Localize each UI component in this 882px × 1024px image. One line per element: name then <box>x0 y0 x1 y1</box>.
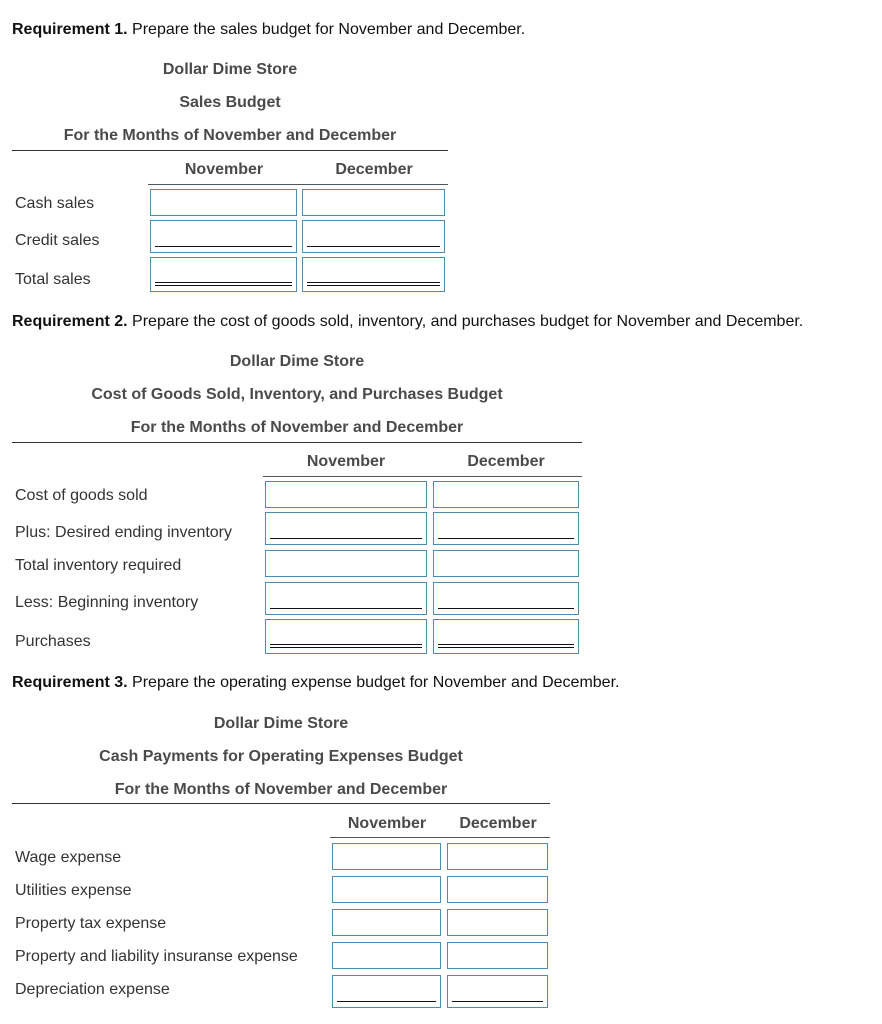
requirement-2-text: Prepare the cost of goods sold, inventory, and purchases budget for November and December. <box>127 313 804 330</box>
double-underline-bottom <box>270 647 422 648</box>
single-underline <box>438 538 574 539</box>
opex-budget-title: Cash Payments for Operating Expenses Budget <box>99 748 463 765</box>
utilities-expense-november-input[interactable] <box>332 876 441 903</box>
credit-sales-november-field[interactable] <box>150 220 297 253</box>
property-tax-expense-december-input[interactable] <box>447 909 548 936</box>
total-sales-november-input[interactable] <box>153 260 294 282</box>
cogs-row-label: Plus: Desired ending inventory <box>15 524 233 541</box>
beginning-inventory-november-input[interactable] <box>268 585 424 605</box>
cogs-budget-title: Cost of Goods Sold, Inventory, and Purchases Budget <box>91 386 503 403</box>
requirement-2-label: Requirement 2. <box>12 313 128 330</box>
opex-row-label: Wage expense <box>15 849 122 866</box>
single-underline <box>307 246 440 247</box>
cash-sales-november-input[interactable] <box>150 189 297 216</box>
cogs-budget-col-november: November <box>306 453 386 470</box>
opex-budget-col-rule <box>330 837 550 838</box>
opex-budget-store-name: Dollar Dime Store <box>213 715 349 732</box>
double-underline-bottom <box>438 647 574 648</box>
depreciation-expense-november-field[interactable] <box>332 975 441 1008</box>
requirement-3-label: Requirement 3. <box>12 674 128 691</box>
single-underline <box>270 608 422 609</box>
requirement-3-heading <box>12 674 619 692</box>
cogs-budget-store-name: Dollar Dime Store <box>229 353 365 370</box>
purchases-november-input[interactable] <box>268 622 424 644</box>
cost-of-goods-sold-december-input[interactable] <box>433 481 579 508</box>
desired-ending-inventory-november-field[interactable] <box>265 512 427 545</box>
total-inventory-required-december-input[interactable] <box>433 550 579 577</box>
desired-ending-inventory-december-field[interactable] <box>433 512 579 545</box>
requirement-3-text: Prepare the operating expense budget for November and December. <box>127 674 620 691</box>
single-underline <box>155 246 292 247</box>
sales-row-label: Credit sales <box>15 232 100 249</box>
credit-sales-november-input[interactable] <box>153 223 294 243</box>
sales-budget-title: Sales Budget <box>179 94 281 111</box>
requirement-1-text: Prepare the sales budget for November and December. <box>127 21 526 38</box>
insurance-expense-december-input[interactable] <box>447 942 548 969</box>
opex-budget-header-rule <box>12 803 550 804</box>
wage-expense-december-input[interactable] <box>447 843 548 870</box>
credit-sales-december-input[interactable] <box>305 223 442 243</box>
purchases-november-field[interactable] <box>265 619 427 654</box>
sales-budget-col-november: November <box>184 161 264 178</box>
cogs-row-label: Cost of goods sold <box>15 487 148 504</box>
beginning-inventory-november-field[interactable] <box>265 582 427 615</box>
sales-budget-store-name: Dollar Dime Store <box>162 61 298 78</box>
purchases-december-field[interactable] <box>433 619 579 654</box>
wage-expense-november-input[interactable] <box>332 843 441 870</box>
requirement-1-heading <box>12 21 525 39</box>
desired-ending-inventory-november-input[interactable] <box>268 515 424 535</box>
purchases-december-input[interactable] <box>436 622 576 644</box>
single-underline <box>438 608 574 609</box>
opex-budget-period: For the Months of November and December <box>114 781 448 798</box>
depreciation-expense-december-input[interactable] <box>450 978 545 998</box>
cogs-row-label: Total inventory required <box>15 557 182 574</box>
double-underline-top <box>438 644 574 645</box>
property-tax-expense-november-input[interactable] <box>332 909 441 936</box>
insurance-expense-november-input[interactable] <box>332 942 441 969</box>
cash-sales-december-input[interactable] <box>302 189 445 216</box>
opex-row-label: Utilities expense <box>15 882 132 899</box>
double-underline-top <box>307 282 440 283</box>
sales-budget-period: For the Months of November and December <box>63 127 397 144</box>
double-underline-bottom <box>307 285 440 286</box>
total-sales-november-field[interactable] <box>150 257 297 292</box>
opex-row-label: Property and liability insuranse expense <box>15 948 298 965</box>
cogs-budget-period: For the Months of November and December <box>130 419 464 436</box>
cost-of-goods-sold-november-input[interactable] <box>265 481 427 508</box>
sales-row-label: Total sales <box>15 271 91 288</box>
cogs-budget-col-december: December <box>467 453 545 470</box>
utilities-expense-december-input[interactable] <box>447 876 548 903</box>
sales-row-label: Cash sales <box>15 195 95 212</box>
requirement-2-heading <box>12 313 803 331</box>
cogs-row-label: Less: Beginning inventory <box>15 594 199 611</box>
total-sales-december-input[interactable] <box>305 260 442 282</box>
opex-row-label: Property tax expense <box>15 915 167 932</box>
beginning-inventory-december-field[interactable] <box>433 582 579 615</box>
credit-sales-december-field[interactable] <box>302 220 445 253</box>
sales-budget-header-rule <box>12 150 448 151</box>
single-underline <box>270 538 422 539</box>
single-underline <box>452 1001 543 1002</box>
sales-budget-col-december: December <box>335 161 413 178</box>
total-sales-december-field[interactable] <box>302 257 445 292</box>
double-underline-top <box>155 282 292 283</box>
depreciation-expense-november-input[interactable] <box>335 978 438 998</box>
cogs-budget-header-rule <box>12 442 582 443</box>
requirement-1-label: Requirement 1. <box>12 21 128 38</box>
beginning-inventory-december-input[interactable] <box>436 585 576 605</box>
total-inventory-required-november-input[interactable] <box>265 550 427 577</box>
depreciation-expense-december-field[interactable] <box>447 975 548 1008</box>
cogs-budget-col-rule <box>263 476 582 477</box>
opex-row-label: Depreciation expense <box>15 981 170 998</box>
single-underline <box>337 1001 436 1002</box>
cogs-row-label: Purchases <box>15 633 91 650</box>
double-underline-top <box>270 644 422 645</box>
sales-budget-col-rule <box>148 184 448 185</box>
opex-budget-col-november: November <box>347 815 427 832</box>
double-underline-bottom <box>155 285 292 286</box>
desired-ending-inventory-december-input[interactable] <box>436 515 576 535</box>
opex-budget-col-december: December <box>459 815 537 832</box>
